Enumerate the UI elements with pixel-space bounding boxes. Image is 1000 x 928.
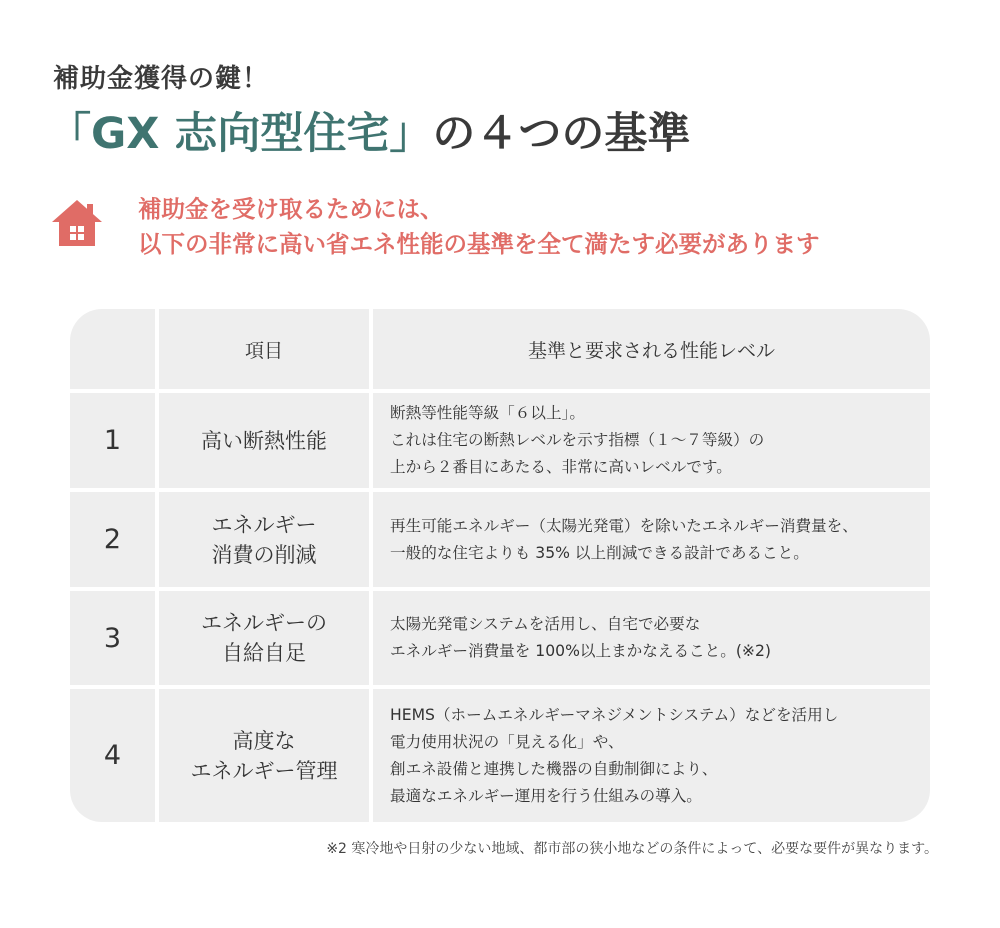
row-description: 再生可能エネルギー（太陽光発電）を除いたエネルギー消費量を、 一般的な住宅よりも 35% 以上削減できる設計であること。 [390,516,858,562]
row-item: 高い断熱性能 [201,428,327,453]
row-number: 3 [103,622,122,654]
row-item: 高度な エネルギー管理 [190,728,338,783]
intro-line-2: 以下の非常に高い省エネ性能の基準を全て満たす必要があります [138,230,820,258]
footnote: ※2 寒冷地や日射の少ない地域、都市部の狭小地などの条件によって、必要な要件が異なります。 [326,841,938,857]
row-item: エネルギー 消費の削減 [211,512,317,567]
page-title [48,100,690,161]
header-item: 項目 [244,339,283,362]
row-number: 4 [103,740,122,771]
row-number: 1 [103,425,122,456]
row-description: HEMS（ホームエネルギーマネジメントシステム）などを活用し 電力使用状況の「見える化」や、 創エネ設備と連携した機器の自動制御により、 最適なエネルギー運用を行う仕組みの導入。 [390,705,839,805]
row-number: 2 [103,524,122,555]
row-item: エネルギーの 自給自足 [201,611,327,665]
house-icon [50,196,104,250]
intro-line-1: 補助金を受け取るためには、 [138,195,444,223]
criteria-table [70,309,930,822]
intro-text [138,192,820,262]
page-title-accent: 「GX 志向型住宅」 [48,109,433,159]
page-title-rest: の４つの基準 [432,109,691,159]
row-description: 太陽光発電システムを活用し、自宅で必要な エネルギー消費量を 100%以上まかなえること。(※2) [390,615,771,660]
intro-block [50,192,820,262]
row-description: 断熱等性能等級「６以上」。 これは住宅の断熱レベルを示す指標（１～７等級）の 上から２番目にあたる、非常に高いレベルです。 [390,404,765,476]
eyebrow-heading: 補助金獲得の鍵！ [53,64,270,94]
header-description: 基準と要求される性能レベル [527,339,775,362]
